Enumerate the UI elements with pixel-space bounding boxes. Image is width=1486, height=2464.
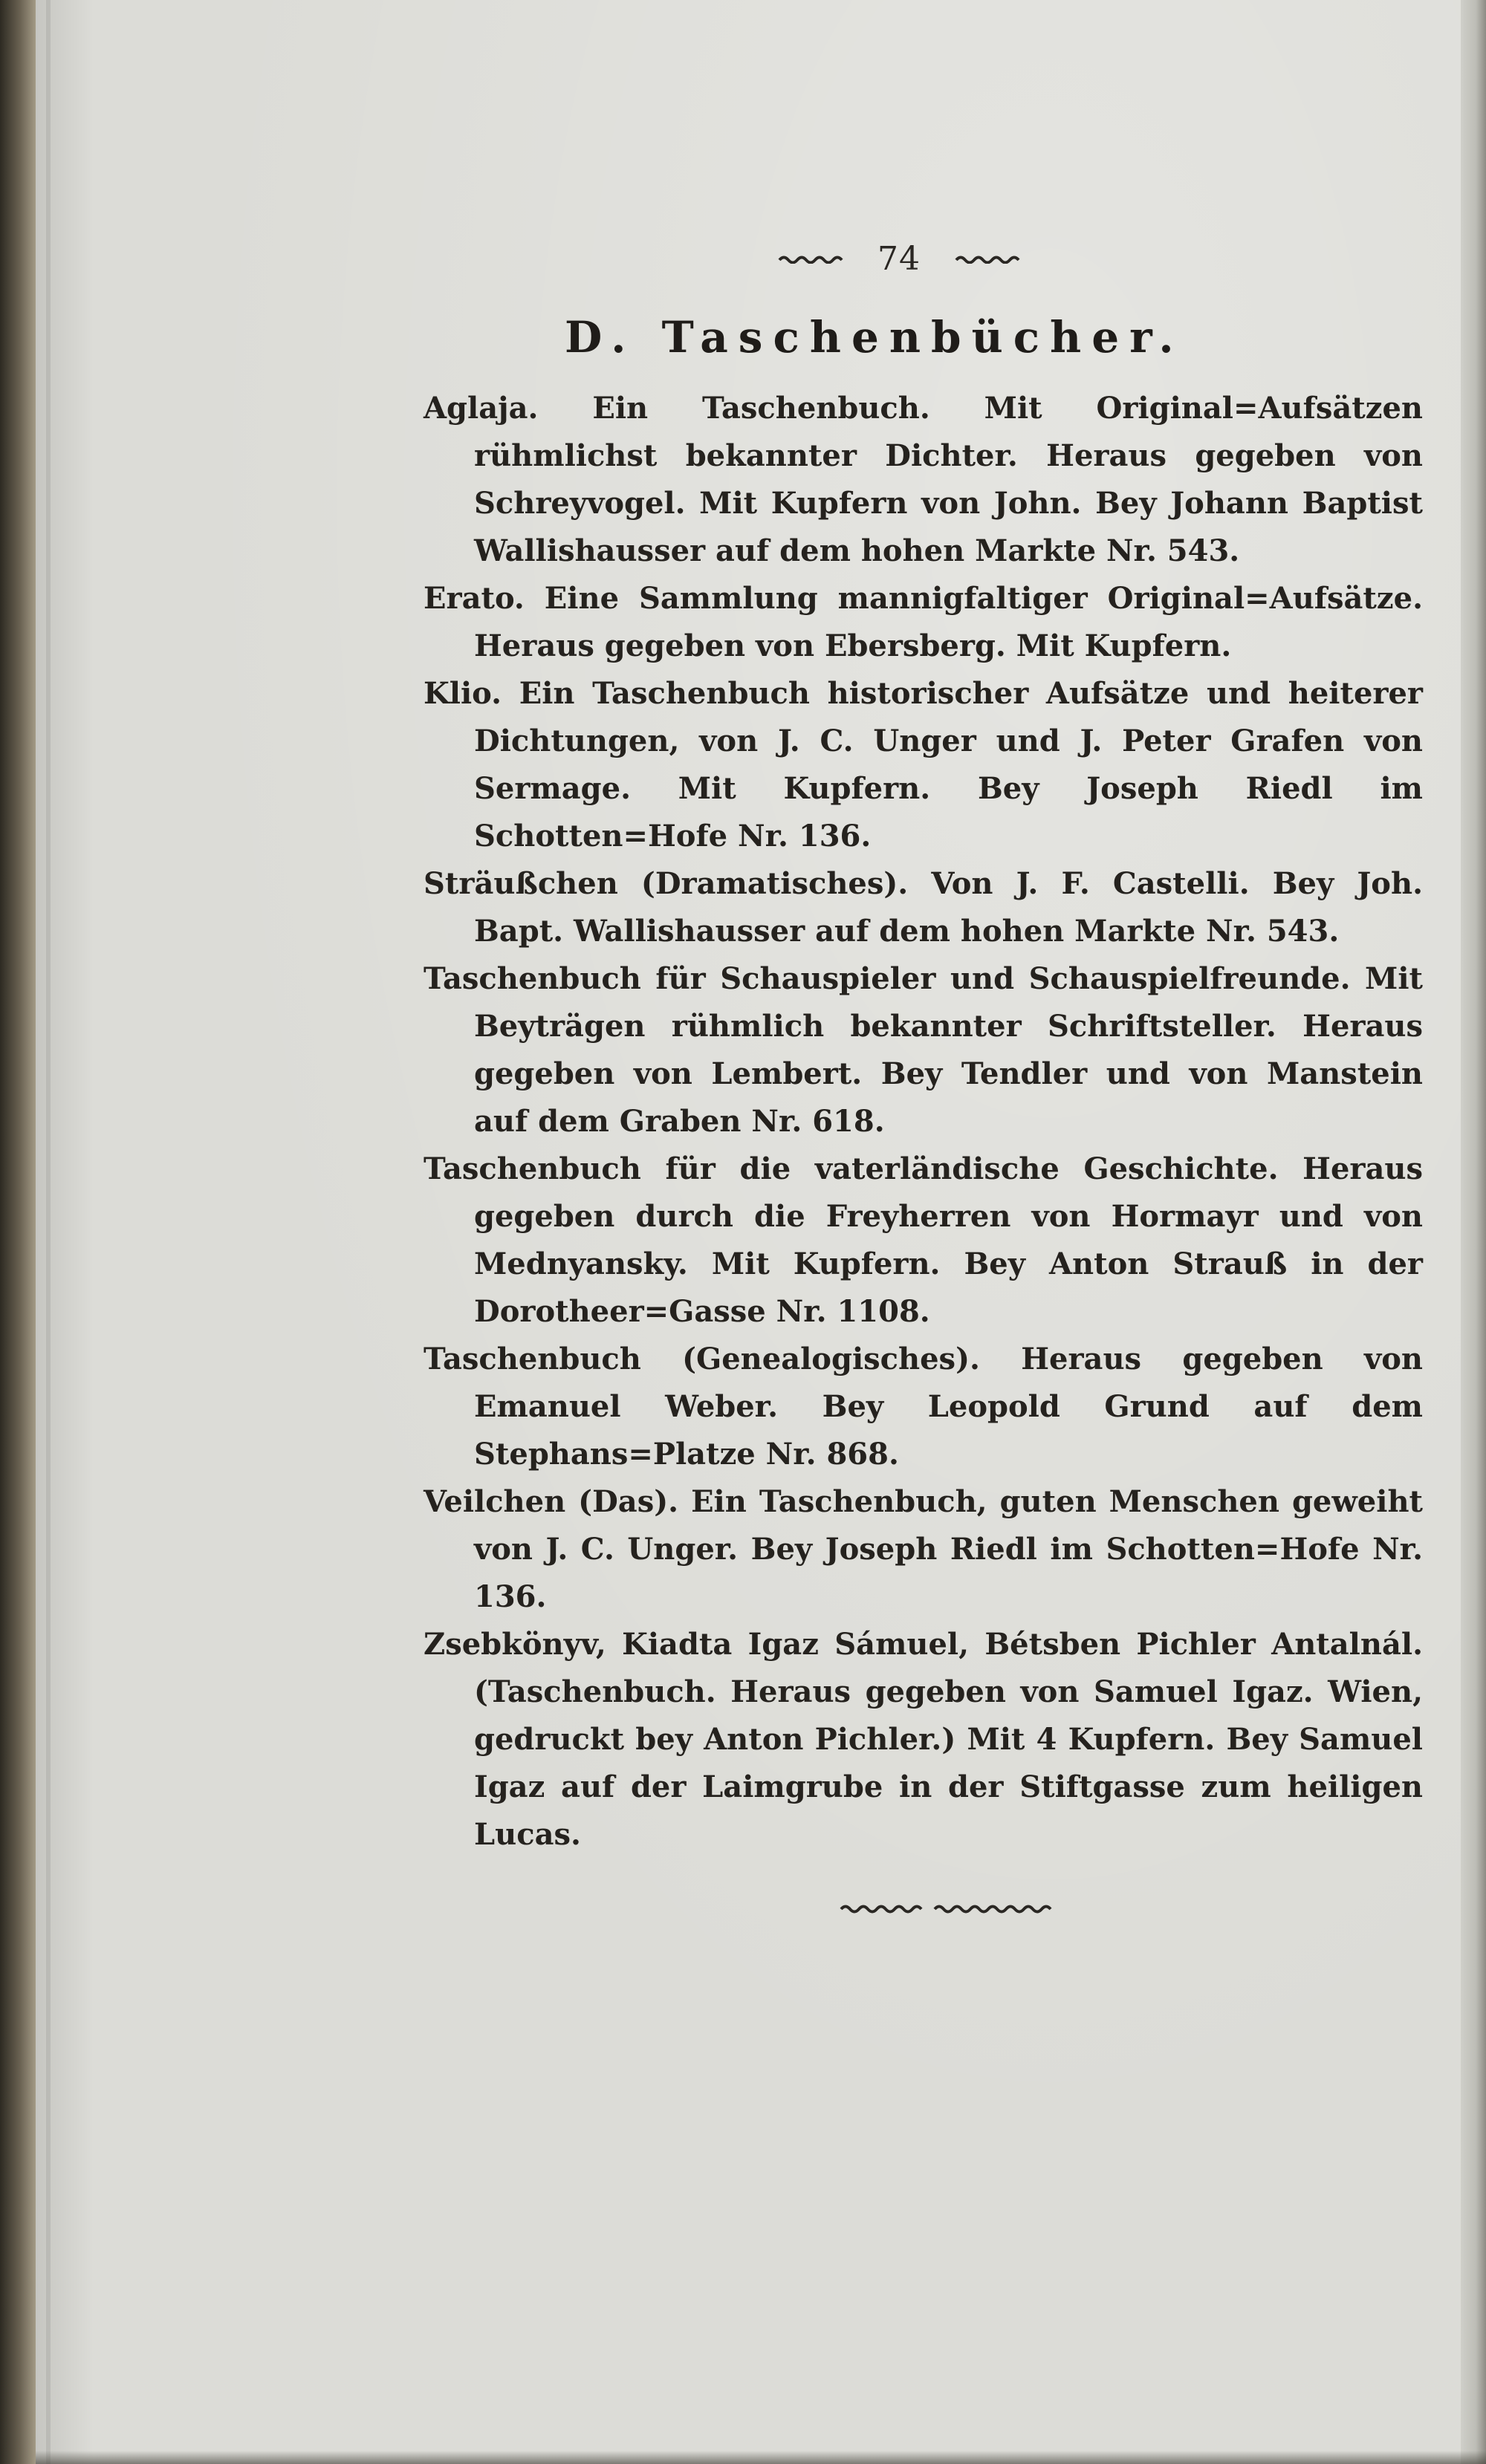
entry-text: Aglaja. Ein Taschenbuch. Mit Original=Aufsätzen rühmlichst bekannter Dichter. Heraus gegeben von Schreyvogel. Mit Kupfern von John. Bey Johann Baptist Wallishausser auf dem hohen Markte Nr. 543. <box>424 391 1423 568</box>
page-number: 74 <box>877 239 921 278</box>
section-title: D. Taschenbücher. <box>565 312 1184 363</box>
entry-text: Zsebkönyv, Kiadta Igaz Sámuel, Bétsben Pichler Antalnál. (Taschenbuch. Heraus gegeben von Samuel Igaz. Wien, gedruckt bey Anton Pichler.) Mit 4 Kupfern. Bey Samuel Igaz auf der Laimgrube in der Stiftgasse zum heiligen Lucas. <box>424 1627 1423 1852</box>
entry-text: Taschenbuch (Genealogisches). Heraus gegeben von Emanuel Weber. Bey Leopold Grund auf dem Stephans=Platze Nr. 868. <box>424 1342 1423 1472</box>
page-header <box>743 236 1055 281</box>
entry-zsebkonyv <box>424 1621 1423 1859</box>
entry-straeusschen <box>424 860 1423 955</box>
entry-taschenbuch-genealogisches <box>424 1336 1423 1478</box>
entry-klio <box>424 670 1423 860</box>
entry-text: Sträußchen (Dramatisches). Von J. F. Castelli. Bey Joh. Bapt. Wallishausser auf dem hohen Markte Nr. 543. <box>424 866 1423 949</box>
closing-ornament-icon <box>840 1902 1055 1914</box>
entry-taschenbuch-geschichte <box>424 1145 1423 1336</box>
entry-list <box>424 385 1423 1859</box>
entry-taschenbuch-schauspieler <box>424 955 1423 1145</box>
entry-text: Taschenbuch für die vaterländische Geschichte. Heraus gegeben durch die Freyherren von Hormayr und von Mednyansky. Mit Kupfern. Bey Anton Strauß in der Dorotheer=Gasse Nr. 1108. <box>424 1151 1423 1329</box>
page-bottom-edge <box>36 2451 1486 2464</box>
page-edge <box>1461 0 1486 2464</box>
entry-text: Klio. Ein Taschenbuch historischer Aufsätze und heiterer Dichtungen, von J. C. Unger und J. Peter Grafen von Sermage. Mit Kupfern. Bey Joseph Riedl im Schotten=Hofe Nr. 136. <box>424 676 1423 854</box>
page-gutter <box>46 0 51 2464</box>
ornament-right-icon <box>955 253 1020 264</box>
entry-text: Taschenbuch für Schauspieler und Schauspielfreunde. Mit Beyträgen rühmlich bekannter Schriftsteller. Heraus gegeben von Lembert. Bey Tendler und von Manstein auf dem Graben Nr. 618. <box>424 961 1423 1139</box>
entry-text: Veilchen (Das). Ein Taschenbuch, guten Menschen geweiht von J. C. Unger. Bey Joseph Riedl im Schotten=Hofe Nr. 136. <box>424 1484 1423 1614</box>
entry-text: Erato. Eine Sammlung mannigfaltiger Original=Aufsätze. Heraus gegeben von Ebersberg. Mit Kupfern. <box>424 581 1423 663</box>
entry-aglaja <box>424 385 1423 575</box>
entry-erato <box>424 575 1423 670</box>
entry-veilchen <box>424 1478 1423 1621</box>
ornament-left-icon <box>778 253 843 264</box>
